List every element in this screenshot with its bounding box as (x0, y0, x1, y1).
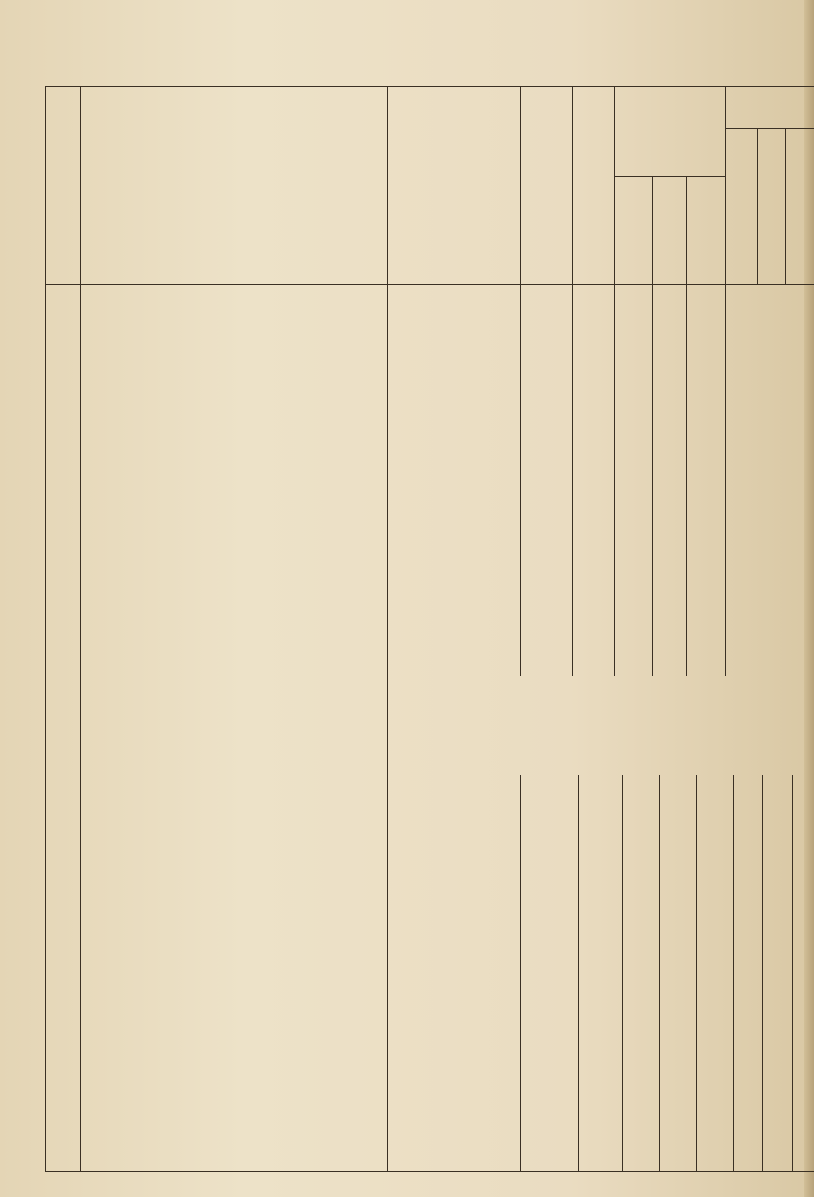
col-rule (725, 86, 726, 676)
col-rule (578, 775, 579, 1171)
col-rule (762, 775, 763, 1171)
page-edge (804, 0, 814, 1197)
header-bottom-rule (45, 284, 814, 285)
col-rule (792, 775, 793, 1171)
dist-sub-rule (725, 128, 814, 129)
col-rule (757, 128, 758, 284)
col-rule (696, 775, 697, 1171)
col-rule (80, 86, 81, 1171)
col-rule (622, 775, 623, 1171)
col-rule (572, 86, 573, 676)
table-bottom-rule (45, 1171, 814, 1172)
col-rule (733, 775, 734, 1171)
pop-sub-rule (614, 176, 725, 177)
col-rule (785, 128, 786, 284)
col-header-yards (523, 90, 571, 280)
col-rule (686, 176, 687, 676)
col-rule (659, 775, 660, 1171)
col-rule (387, 86, 388, 1171)
col-rule (520, 775, 521, 1171)
col-rule (652, 176, 653, 676)
col-rule (614, 86, 615, 676)
col-rule (520, 86, 521, 676)
table-left-rule (45, 86, 46, 1171)
table-top-rule (45, 86, 814, 87)
